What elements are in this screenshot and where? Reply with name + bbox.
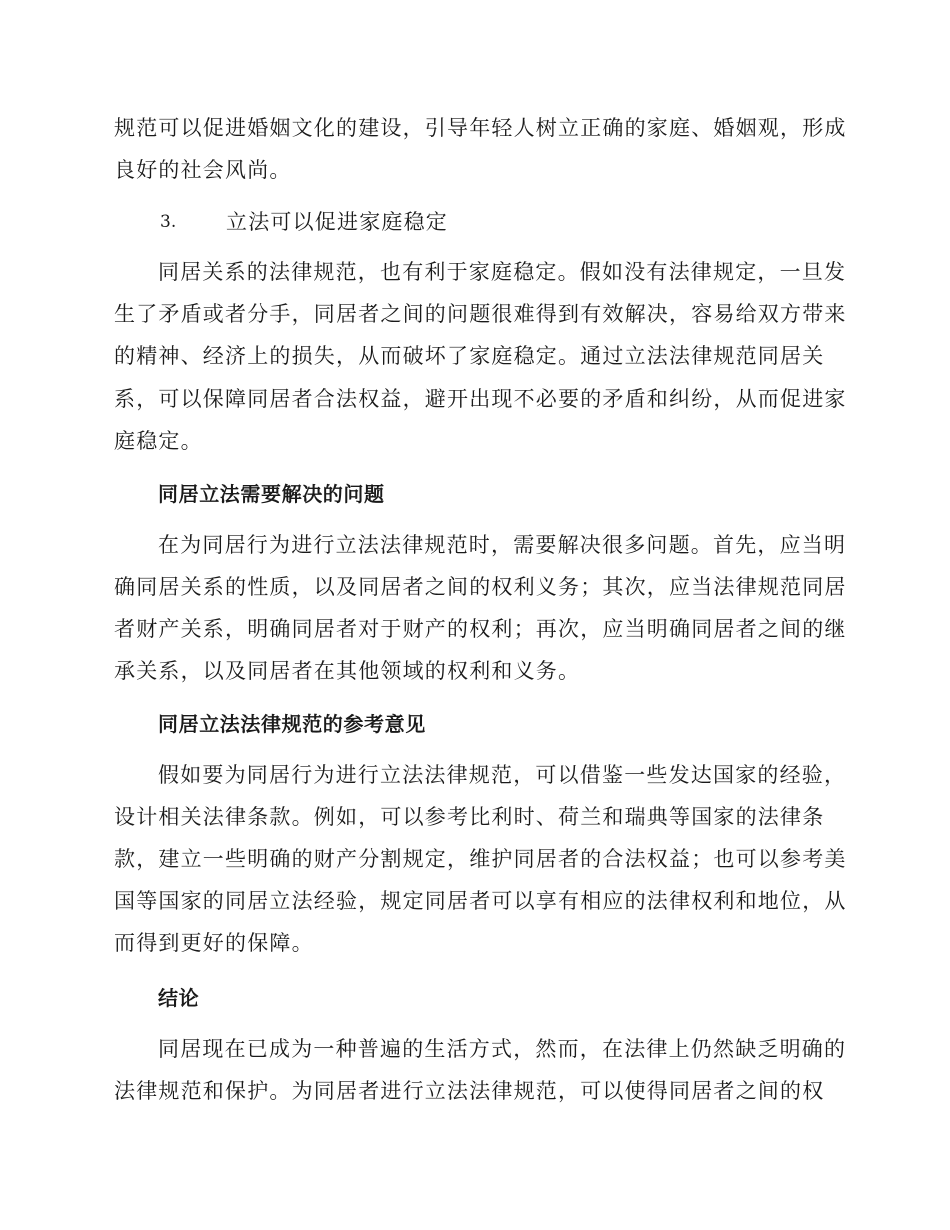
section-heading: 结论	[158, 986, 200, 1010]
paragraph-line: 系，可以保障同居者合法权益，避开出现不必要的矛盾和纠纷，从而促进家	[114, 387, 847, 411]
paragraph-line: 同居现在已成为一种普遍的生活方式，然而，在法律上仍然缺乏明确的	[158, 1037, 847, 1061]
paragraph-line: 法律规范和保护。为同居者进行立法法律规范，可以使得同居者之间的权	[114, 1079, 825, 1103]
list-item-number: 3.	[160, 212, 177, 232]
section-heading: 同居立法法律规范的参考意见	[158, 712, 426, 736]
list-item	[114, 207, 832, 237]
list-item-text: 立法可以促进家庭稳定	[226, 210, 448, 234]
paragraph-line: 而得到更好的保障。	[114, 931, 314, 955]
paragraph-line: 同居关系的法律规范，也有利于家庭稳定。假如没有法律规定，一旦发	[158, 260, 847, 284]
paragraph-line: 承关系，以及同居者在其他领域的权利和义务。	[114, 659, 581, 683]
paragraph-line: 设计相关法律条款。例如，可以参考比利时、荷兰和瑞典等国家的法律条	[114, 805, 825, 829]
paragraph-line: 国等国家的同居立法经验，规定同居者可以享有相应的法律权利和地位，从	[114, 889, 847, 913]
paragraph-line: 款，建立一些明确的财产分割规定，维护同居者的合法权益；也可以参考美	[114, 847, 847, 871]
paragraph-line: 者财产关系，明确同居者对于财产的权利；再次，应当明确同居者之间的继	[114, 617, 847, 641]
paragraph-line: 假如要为同居行为进行立法法律规范，可以借鉴一些发达国家的经验，	[158, 763, 847, 787]
paragraph-line: 确同居关系的性质，以及同居者之间的权利义务；其次，应当法律规范同居	[114, 575, 847, 599]
paragraph-line: 良好的社会风尚。	[114, 158, 292, 182]
section-heading: 同居立法需要解决的问题	[158, 482, 385, 506]
paragraph-line: 生了矛盾或者分手，同居者之间的问题很难得到有效解决，容易给双方带来	[114, 302, 847, 326]
paragraph-line: 规范可以促进婚姻文化的建设，引导年轻人树立正确的家庭、婚姻观，形成	[114, 116, 847, 140]
paragraph-line: 庭稳定。	[114, 429, 203, 453]
paragraph-line: 的精神、经济上的损失，从而破坏了家庭稳定。通过立法法律规范同居关	[114, 344, 825, 368]
paragraph-line: 在为同居行为进行立法法律规范时，需要解决很多问题。首先，应当明	[158, 533, 847, 557]
